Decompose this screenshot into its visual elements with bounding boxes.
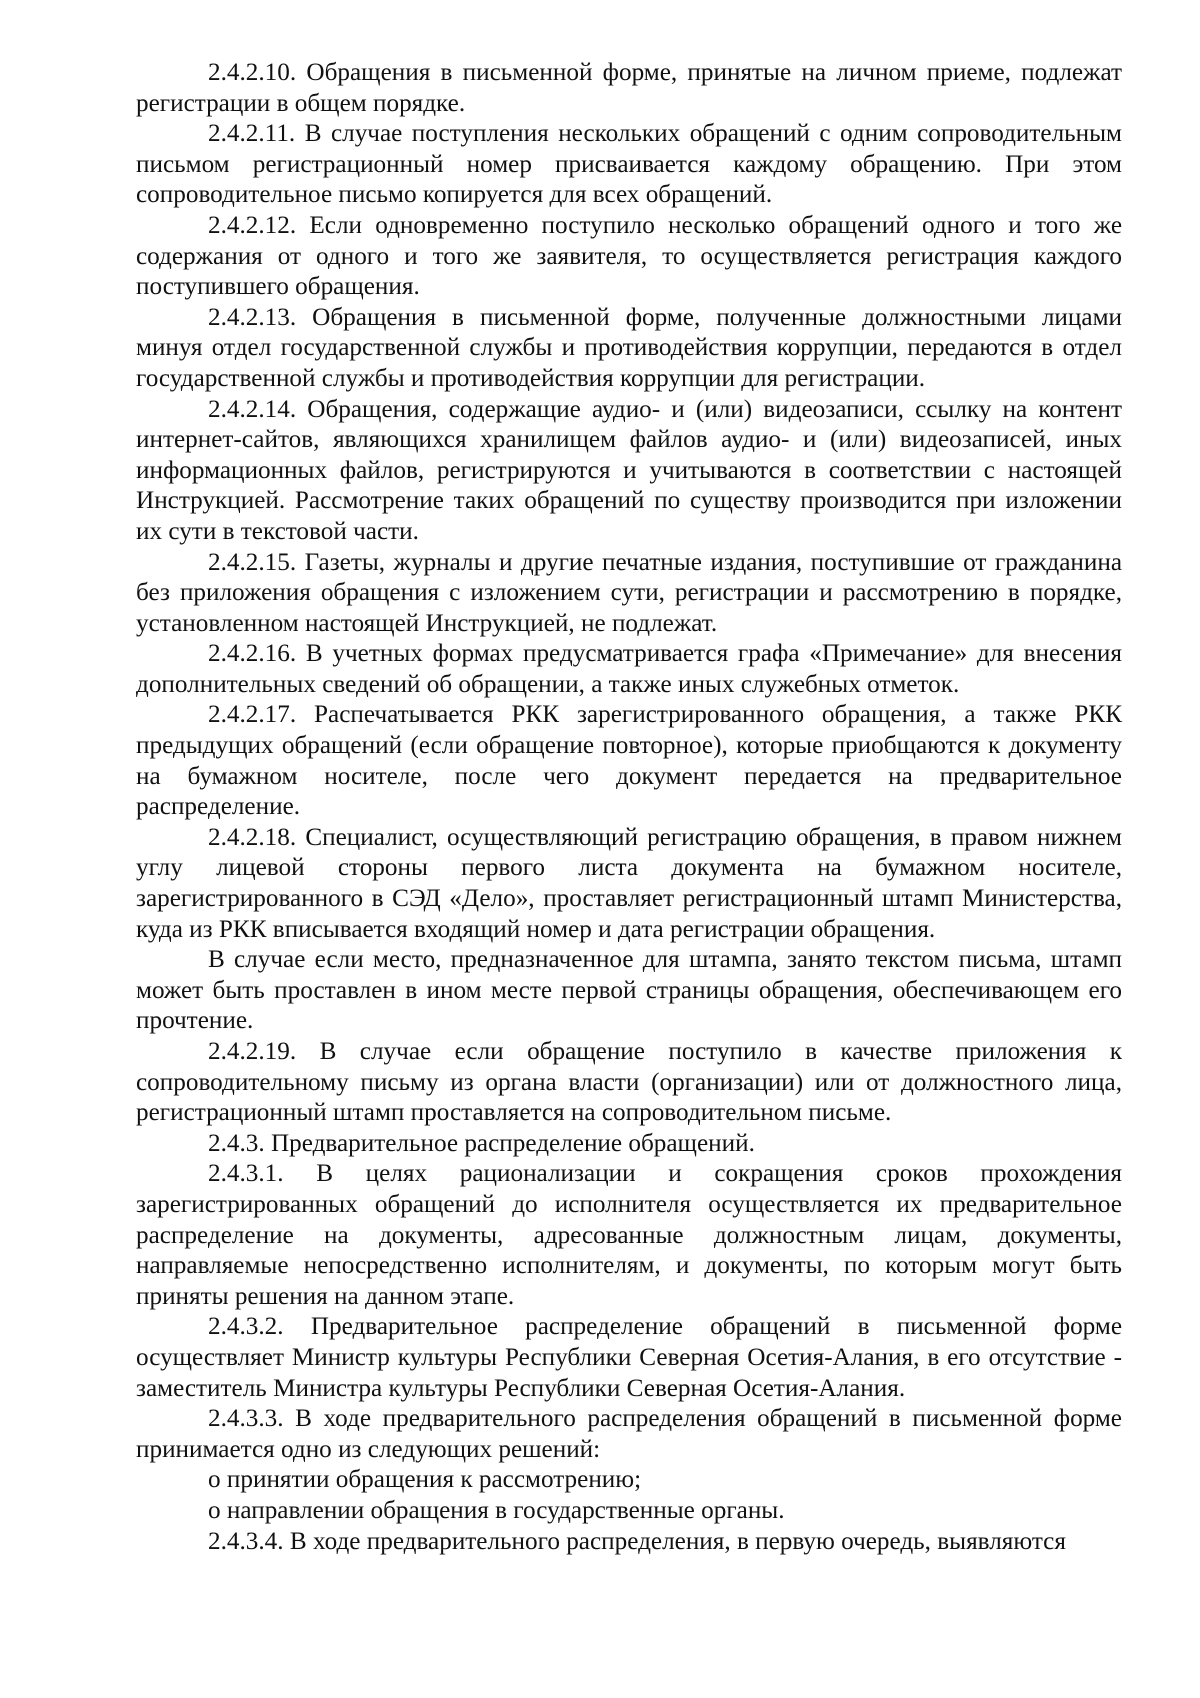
- paragraph-2-4-2-18: 2.4.2.18. Специалист, осуществляющий регистрацию обращения, в правом нижнем углу лицевой стороны первого листа документа на бумажном носителе, зарегистрированного в СЭД «Дело», проставляет регистрационный штамп Министерства, куда из РКК вписывается входящий номер и дата регистрации обращения.: [136, 823, 1122, 943]
- section-heading-2-4-3: 2.4.3. Предварительное распределение обращений.: [208, 1129, 755, 1157]
- paragraph-2-4-2-19: 2.4.2.19. В случае если обращение поступило в качестве приложения к сопроводительному письму из органа власти (организации) или от должностного лица, регистрационный штамп проставляется на сопроводительном письме.: [136, 1038, 1122, 1127]
- paragraph-2-4-3-2: 2.4.3.2. Предварительное распределение обращений в письменной форме осуществляет Министр культуры Республики Северная Осетия-Алания, в его отсутствие - заместитель Министра культуры Республики Северная Осетия-Алания.: [136, 1313, 1122, 1402]
- paragraph-2-4-3-1: 2.4.3.1. В целях рационализации и сокращения сроков прохождения зарегистрированных обращений до исполнителя осуществляется их предварительное распределение на документы, адресованные должностным лицам, документы, направляемые непосредственно исполнителям, и документы, по которым могут быть приняты решения на данном этапе.: [136, 1160, 1122, 1310]
- paragraph-2-4-2-16: 2.4.2.16. В учетных формах предусматривается графа «Примечание» для внесения дополнительных сведений об обращении, а также иных служебных отметок.: [136, 640, 1122, 698]
- paragraph-2-4-2-11: 2.4.2.11. В случае поступления нескольких обращений с одним сопроводительным письмом регистрационный номер присваивается каждому обращению. При этом сопроводительное письмо копируется для всех обращений.: [136, 120, 1122, 209]
- paragraph-stamp-placement: В случае если место, предназначенное для штампа, занято текстом письма, штамп может быть проставлен в ином месте первой страницы обращения, обеспечивающем его прочтение.: [136, 946, 1122, 1035]
- paragraph-2-4-2-12: 2.4.2.12. Если одновременно поступило несколько обращений одного и того же содержания от одного и того же заявителя, то осуществляется регистрация каждого поступившего обращения.: [136, 211, 1122, 301]
- paragraph-2-4-2-15: 2.4.2.15. Газеты, журналы и другие печатные издания, поступившие от гражданина без приложения обращения с изложением сути, регистрации и рассмотрению в порядке, установленном настоящей Инструкцией, не подлежат.: [136, 548, 1122, 637]
- paragraph-2-4-3-4: 2.4.3.4. В ходе предварительного распределения, в первую очередь, выявляются: [208, 1527, 1066, 1555]
- paragraph-2-4-2-14: 2.4.2.14. Обращения, содержащие аудио- и (или) видеозаписи, ссылку на контент интернет-сайтов, являющихся хранилищем файлов аудио- и (или) видеозаписей, иных информационных файлов, регистрируются и учитываются в соответствии с настоящей Инструкцией. Рассмотрение таких обращений по существу производится при изложении их сути в текстовой части.: [136, 395, 1122, 545]
- paragraph-2-4-2-17: 2.4.2.17. Распечатывается РКК зарегистрированного обращения, а также РКК предыдущих обращений (если обращение повторное), которые приобщаются к документу на бумажном носителе, после чего документ передается на предварительное распределение.: [136, 701, 1122, 821]
- paragraph-2-4-2-10: 2.4.2.10. Обращения в письменной форме, принятые на личном приеме, подлежат регистрации в общем порядке.: [136, 59, 1122, 117]
- paragraph-2-4-3-3: 2.4.3.3. В ходе предварительного распределения обращений в письменной форме принимается одно из следующих решений:: [136, 1405, 1122, 1463]
- list-item-decision-accept: о принятии обращения к рассмотрению;: [208, 1466, 642, 1494]
- document-page: [136, 58, 1122, 1557]
- list-item-decision-redirect: о направлении обращения в государственные органы.: [208, 1496, 785, 1524]
- paragraph-2-4-2-13: 2.4.2.13. Обращения в письменной форме, полученные должностными лицами минуя отдел государственной службы и противодействия коррупции, передаются в отдел государственной службы и противодействия коррупции для регистрации.: [136, 303, 1122, 392]
